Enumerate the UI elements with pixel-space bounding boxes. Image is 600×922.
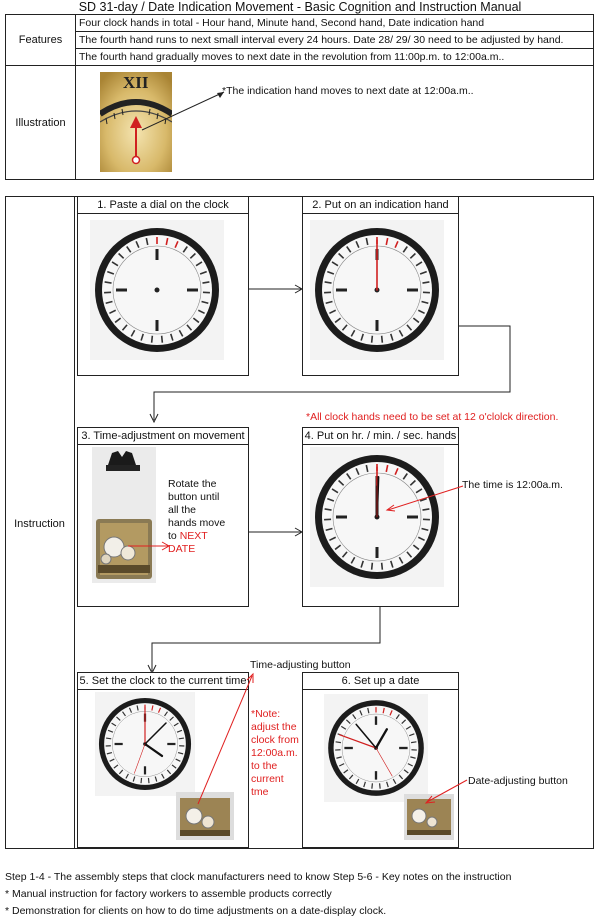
instruction-label: Instruction bbox=[14, 518, 65, 530]
step-4-title: 4. Put on hr. / min. / sec. hands bbox=[303, 428, 458, 445]
rotate-note-line-1: Rotate the bbox=[168, 478, 217, 490]
features-row-3: The fourth hand gradually moves to next date in the revolution from 11:00p.m. to 12:00a.m.. bbox=[79, 51, 505, 63]
rotate-note bbox=[168, 478, 248, 556]
rotate-note-line-5: to bbox=[168, 530, 177, 542]
illustration-numeral: XII bbox=[123, 73, 149, 92]
date-button-arrow bbox=[424, 778, 470, 806]
rotate-note-line-2: button until bbox=[168, 491, 220, 503]
step-6-photo bbox=[324, 694, 428, 802]
time-button-label: Time-adjusting button bbox=[250, 659, 351, 671]
time-button-arrow bbox=[196, 668, 258, 808]
date-button-label: Date-adjusting button bbox=[468, 775, 568, 787]
features-label: Features bbox=[18, 34, 63, 46]
footer-line-2: * Manual instruction for factory workers to assemble products correctly bbox=[5, 888, 332, 900]
rotate-note-date: DATE bbox=[168, 543, 196, 555]
adjust-note-line-6: current bbox=[251, 773, 284, 785]
step-3-movement-photo bbox=[92, 447, 156, 583]
adjust-note-line-4: 12:00a.m. bbox=[251, 747, 298, 759]
step-4-photo bbox=[310, 447, 444, 587]
arrow-step-3-to-4 bbox=[249, 527, 304, 537]
features-row-1: Four clock hands in total - Hour hand, Minute hand, Second hand, Date indication hand bbox=[79, 17, 485, 29]
features-row-2: The fourth hand runs to next small interval every 24 hours. Date 28/ 29/ 30 need to be adjusted by hand. bbox=[79, 34, 564, 46]
features-table bbox=[5, 14, 594, 66]
arrow-step-1-to-2 bbox=[249, 284, 304, 294]
step-2-title: 2. Put on an indication hand bbox=[303, 197, 458, 214]
page-title: SD 31-day / Date Indication Movement - Basic Cognition and Instruction Manual bbox=[78, 0, 522, 14]
illustration-note: *The indication hand moves to next date at 12:00a.m.. bbox=[222, 85, 474, 97]
adjust-note-line-1: *Note: bbox=[251, 708, 281, 720]
step-1-title: 1. Paste a dial on the clock bbox=[78, 197, 248, 214]
rotate-note-next: NEXT bbox=[179, 530, 208, 542]
time-label-arrow bbox=[384, 484, 466, 514]
rotate-note-line-3: all the bbox=[168, 504, 197, 516]
step-5-photo bbox=[95, 692, 195, 796]
adjust-note-line-7: tme bbox=[251, 786, 269, 798]
time-label: The time is 12:00a.m. bbox=[462, 479, 563, 491]
step-6-title: 6. Set up a date bbox=[303, 673, 458, 690]
step-5-title: 5. Set the clock to the current time bbox=[78, 673, 248, 690]
rotate-arrow bbox=[128, 538, 174, 552]
adjust-note-line-3: clock from bbox=[251, 734, 299, 746]
adjust-note-line-2: adjust the bbox=[251, 721, 297, 733]
all-hands-note: *All clock hands need to be set at 12 o'clolck direction. bbox=[306, 411, 559, 423]
illustration-label: Illustration bbox=[15, 117, 66, 129]
footer-line-3: * Demonstration for clients on how to do time adjustments on a date-display clock. bbox=[5, 905, 387, 917]
step-3-title: 3. Time-adjustment on movement bbox=[78, 428, 248, 445]
adjust-note-line-5: to the bbox=[251, 760, 278, 772]
illustration-arrow bbox=[140, 84, 230, 134]
rotate-note-line-4: hands move bbox=[168, 517, 226, 529]
illustration-table bbox=[5, 66, 594, 180]
footer-line-1: Step 1-4 - The assembly steps that clock manufacturers need to know Step 5-6 - Key notes on the instruction bbox=[5, 871, 512, 883]
